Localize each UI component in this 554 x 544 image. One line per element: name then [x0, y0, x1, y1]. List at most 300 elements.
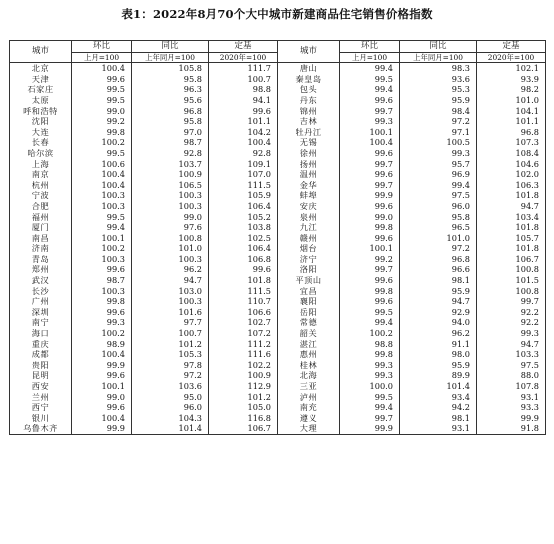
base-value: 101.2: [209, 391, 278, 402]
yoy-value: 95.8: [132, 116, 209, 127]
mom-value: 99.6: [340, 201, 400, 212]
yoy-value: 97.8: [132, 360, 209, 371]
mom-value: 99.5: [72, 95, 132, 106]
base-value: 98.2: [477, 84, 546, 95]
yoy-value: 104.3: [132, 413, 209, 424]
city-name: 哈尔滨: [10, 148, 72, 159]
base-value: 107.0: [209, 169, 278, 180]
mom-value: 100.3: [72, 201, 132, 212]
yoy-value: 100.9: [132, 169, 209, 180]
base-value: 91.8: [477, 423, 546, 434]
city-name: 扬州: [278, 158, 340, 169]
base-value: 97.5: [477, 360, 546, 371]
city-name: 深圳: [10, 307, 72, 318]
yoy-value: 98.1: [400, 275, 477, 286]
base-value: 102.0: [477, 169, 546, 180]
yoy-value: 96.5: [400, 222, 477, 233]
base-value: 102.5: [209, 233, 278, 244]
mom-value: 99.5: [340, 74, 400, 85]
yoy-value: 100.3: [132, 254, 209, 265]
city-name: 湛江: [278, 338, 340, 349]
header-mom: 环比: [340, 41, 400, 53]
yoy-value: 96.0: [400, 201, 477, 212]
base-value: 100.7: [209, 74, 278, 85]
yoy-value: 98.0: [400, 349, 477, 360]
base-value: 99.9: [477, 413, 546, 424]
yoy-value: 95.9: [400, 360, 477, 371]
base-value: 92.2: [477, 307, 546, 318]
table-row: [10, 74, 546, 85]
city-name: 福州: [10, 211, 72, 222]
table-body: [10, 63, 546, 435]
yoy-value: 95.6: [132, 95, 209, 106]
mom-value: 99.8: [340, 349, 400, 360]
base-value: 99.6: [209, 105, 278, 116]
table-row: [10, 254, 546, 265]
yoy-value: 94.7: [400, 296, 477, 307]
base-value: 93.3: [477, 402, 546, 413]
mom-value: 99.9: [340, 423, 400, 434]
base-value: 103.4: [477, 211, 546, 222]
mom-value: 100.4: [340, 137, 400, 148]
yoy-value: 101.6: [132, 307, 209, 318]
yoy-value: 105.3: [132, 349, 209, 360]
table-row: [10, 275, 546, 286]
mom-value: 100.2: [340, 328, 400, 339]
mom-value: 99.6: [340, 148, 400, 159]
base-value: 105.9: [209, 190, 278, 201]
table-row: [10, 381, 546, 392]
city-name: 兰州: [10, 391, 72, 402]
table-row: [10, 201, 546, 212]
base-value: 105.0: [209, 402, 278, 413]
yoy-value: 97.7: [132, 317, 209, 328]
table-row: [10, 243, 546, 254]
yoy-value: 100.7: [132, 328, 209, 339]
table-row: [10, 413, 546, 424]
base-value: 108.4: [477, 148, 546, 159]
table-row: [10, 116, 546, 127]
yoy-value: 96.0: [132, 402, 209, 413]
city-name: 太原: [10, 95, 72, 106]
base-value: 102.1: [477, 63, 546, 74]
price-index-table: [9, 40, 546, 435]
city-name: 济宁: [278, 254, 340, 265]
city-name: 泸州: [278, 391, 340, 402]
mom-value: 99.7: [340, 158, 400, 169]
mom-value: 99.5: [72, 148, 132, 159]
yoy-value: 100.3: [132, 201, 209, 212]
header-mom-sub: 上月=100: [340, 53, 400, 63]
yoy-value: 97.2: [132, 370, 209, 381]
yoy-value: 93.6: [400, 74, 477, 85]
header-yoy: 同比: [132, 41, 209, 53]
base-value: 106.3: [477, 180, 546, 191]
mom-value: 99.9: [340, 190, 400, 201]
yoy-value: 101.0: [132, 243, 209, 254]
mom-value: 99.4: [340, 84, 400, 95]
mom-value: 99.6: [340, 233, 400, 244]
yoy-value: 92.9: [400, 307, 477, 318]
table-row: [10, 328, 546, 339]
city-name: 九江: [278, 222, 340, 233]
city-name: 温州: [278, 169, 340, 180]
yoy-value: 96.3: [132, 84, 209, 95]
table-row: [10, 169, 546, 180]
mom-value: 98.8: [340, 338, 400, 349]
base-value: 100.4: [209, 137, 278, 148]
header-mom: 环比: [72, 41, 132, 53]
mom-value: 100.4: [72, 349, 132, 360]
base-value: 92.8: [209, 148, 278, 159]
base-value: 112.9: [209, 381, 278, 392]
base-value: 104.1: [477, 105, 546, 116]
yoy-value: 100.3: [132, 296, 209, 307]
yoy-value: 98.3: [400, 63, 477, 74]
table-row: [10, 307, 546, 318]
base-value: 88.0: [477, 370, 546, 381]
table-row: [10, 402, 546, 413]
mom-value: 100.4: [72, 169, 132, 180]
mom-value: 100.3: [72, 190, 132, 201]
base-value: 98.8: [209, 84, 278, 95]
mom-value: 98.9: [72, 338, 132, 349]
base-value: 104.6: [477, 158, 546, 169]
table-row: [10, 63, 546, 74]
city-name: 郑州: [10, 264, 72, 275]
city-name: 韶关: [278, 328, 340, 339]
base-value: 106.7: [477, 254, 546, 265]
yoy-value: 95.3: [400, 84, 477, 95]
base-value: 111.2: [209, 338, 278, 349]
mom-value: 99.8: [72, 127, 132, 138]
city-name: 海口: [10, 328, 72, 339]
base-value: 101.1: [209, 116, 278, 127]
yoy-value: 96.2: [400, 328, 477, 339]
city-name: 襄阳: [278, 296, 340, 307]
base-value: 101.8: [477, 243, 546, 254]
mom-value: 99.5: [340, 391, 400, 402]
yoy-value: 94.7: [132, 275, 209, 286]
header-city: 城市: [10, 41, 72, 63]
city-name: 长沙: [10, 285, 72, 296]
mom-value: 100.1: [72, 233, 132, 244]
base-value: 102.2: [209, 360, 278, 371]
mom-value: 99.0: [340, 211, 400, 222]
city-name: 宁波: [10, 190, 72, 201]
yoy-value: 105.8: [132, 63, 209, 74]
mom-value: 99.9: [72, 360, 132, 371]
base-value: 94.1: [209, 95, 278, 106]
mom-value: 99.4: [340, 63, 400, 74]
yoy-value: 101.2: [132, 338, 209, 349]
mom-value: 100.1: [340, 243, 400, 254]
yoy-value: 93.4: [400, 391, 477, 402]
city-name: 大理: [278, 423, 340, 434]
mom-value: 99.5: [72, 211, 132, 222]
yoy-value: 95.9: [400, 285, 477, 296]
base-value: 99.3: [477, 328, 546, 339]
city-name: 南充: [278, 402, 340, 413]
base-value: 107.2: [209, 328, 278, 339]
mom-value: 100.4: [72, 180, 132, 191]
city-name: 吉林: [278, 116, 340, 127]
mom-value: 99.9: [72, 423, 132, 434]
base-value: 92.2: [477, 317, 546, 328]
mom-value: 100.1: [340, 127, 400, 138]
base-value: 106.7: [209, 423, 278, 434]
base-value: 101.5: [477, 275, 546, 286]
city-name: 岳阳: [278, 307, 340, 318]
base-value: 101.8: [477, 222, 546, 233]
yoy-value: 98.4: [400, 105, 477, 116]
yoy-value: 95.8: [400, 211, 477, 222]
city-name: 无锡: [278, 137, 340, 148]
header-mom-sub: 上月=100: [72, 53, 132, 63]
city-name: 成都: [10, 349, 72, 360]
base-value: 93.1: [477, 391, 546, 402]
yoy-value: 89.9: [400, 370, 477, 381]
yoy-value: 99.3: [400, 148, 477, 159]
mom-value: 99.8: [72, 296, 132, 307]
mom-value: 99.0: [72, 105, 132, 116]
base-value: 93.9: [477, 74, 546, 85]
base-value: 110.7: [209, 296, 278, 307]
mom-value: 99.2: [340, 254, 400, 265]
yoy-value: 101.4: [400, 381, 477, 392]
base-value: 100.8: [477, 264, 546, 275]
city-name: 蚌埠: [278, 190, 340, 201]
mom-value: 100.2: [72, 137, 132, 148]
table-row: [10, 105, 546, 116]
city-name: 长春: [10, 137, 72, 148]
mom-value: 100.4: [72, 413, 132, 424]
yoy-value: 97.6: [132, 222, 209, 233]
header-base-sub: 2020年=100: [477, 53, 546, 63]
yoy-value: 95.0: [132, 391, 209, 402]
mom-value: 99.7: [340, 105, 400, 116]
city-name: 乌鲁木齐: [10, 423, 72, 434]
table-row: [10, 190, 546, 201]
base-value: 106.4: [209, 201, 278, 212]
yoy-value: 92.8: [132, 148, 209, 159]
header-base: 定基: [209, 41, 278, 53]
table-row: [10, 391, 546, 402]
table-row: [10, 180, 546, 191]
base-value: 107.3: [477, 137, 546, 148]
city-name: 上海: [10, 158, 72, 169]
table-row: [10, 148, 546, 159]
mom-value: 99.3: [340, 370, 400, 381]
city-name: 南昌: [10, 233, 72, 244]
mom-value: 99.6: [340, 169, 400, 180]
city-name: 大连: [10, 127, 72, 138]
yoy-value: 98.7: [132, 137, 209, 148]
city-name: 西宁: [10, 402, 72, 413]
yoy-value: 99.0: [132, 211, 209, 222]
header-base: 定基: [477, 41, 546, 53]
yoy-value: 96.2: [132, 264, 209, 275]
city-name: 杭州: [10, 180, 72, 191]
base-value: 100.9: [209, 370, 278, 381]
table-row: [10, 317, 546, 328]
mom-value: 99.6: [340, 275, 400, 286]
yoy-value: 97.5: [400, 190, 477, 201]
base-value: 100.8: [477, 285, 546, 296]
base-value: 101.8: [477, 190, 546, 201]
base-value: 101.8: [209, 275, 278, 286]
base-value: 116.8: [209, 413, 278, 424]
city-name: 泉州: [278, 211, 340, 222]
city-name: 呼和浩特: [10, 105, 72, 116]
base-value: 96.8: [477, 127, 546, 138]
city-name: 重庆: [10, 338, 72, 349]
base-value: 107.8: [477, 381, 546, 392]
yoy-value: 99.4: [400, 180, 477, 191]
base-value: 109.1: [209, 158, 278, 169]
header-yoy-sub: 上年同月=100: [132, 53, 209, 63]
base-value: 111.7: [209, 63, 278, 74]
base-value: 103.8: [209, 222, 278, 233]
mom-value: 99.2: [72, 116, 132, 127]
base-value: 111.6: [209, 349, 278, 360]
yoy-value: 96.8: [132, 105, 209, 116]
base-value: 104.2: [209, 127, 278, 138]
city-name: 三亚: [278, 381, 340, 392]
city-name: 天津: [10, 74, 72, 85]
yoy-value: 94.2: [400, 402, 477, 413]
base-value: 105.2: [209, 211, 278, 222]
city-name: 石家庄: [10, 84, 72, 95]
base-value: 105.7: [477, 233, 546, 244]
base-value: 106.4: [209, 243, 278, 254]
city-name: 宜昌: [278, 285, 340, 296]
city-name: 丹东: [278, 95, 340, 106]
mom-value: 99.3: [72, 317, 132, 328]
city-name: 北海: [278, 370, 340, 381]
mom-value: 100.0: [340, 381, 400, 392]
city-name: 银川: [10, 413, 72, 424]
table-row: [10, 127, 546, 138]
table-row: [10, 360, 546, 371]
table-title: 表1：2022年8月70个大中城市新建商品住宅销售价格指数: [121, 7, 433, 21]
city-name: 惠州: [278, 349, 340, 360]
yoy-value: 95.8: [132, 74, 209, 85]
city-name: 包头: [278, 84, 340, 95]
mom-value: 100.4: [72, 63, 132, 74]
city-name: 桂林: [278, 360, 340, 371]
city-name: 西安: [10, 381, 72, 392]
yoy-value: 103.6: [132, 381, 209, 392]
table-row: [10, 137, 546, 148]
yoy-value: 100.5: [400, 137, 477, 148]
mom-value: 99.6: [340, 296, 400, 307]
table-row: [10, 222, 546, 233]
yoy-value: 95.7: [400, 158, 477, 169]
table-row: [10, 95, 546, 106]
city-name: 沈阳: [10, 116, 72, 127]
city-name: 武汉: [10, 275, 72, 286]
table-row: [10, 338, 546, 349]
mom-value: 99.6: [340, 95, 400, 106]
mom-value: 99.0: [72, 391, 132, 402]
mom-value: 99.4: [340, 402, 400, 413]
city-name: 洛阳: [278, 264, 340, 275]
city-name: 北京: [10, 63, 72, 74]
city-name: 常德: [278, 317, 340, 328]
mom-value: 99.4: [340, 317, 400, 328]
header-base-sub: 2020年=100: [209, 53, 278, 63]
mom-value: 99.6: [72, 402, 132, 413]
table-row: [10, 370, 546, 381]
city-name: 金华: [278, 180, 340, 191]
mom-value: 99.3: [340, 116, 400, 127]
city-name: 平顶山: [278, 275, 340, 286]
city-name: 赣州: [278, 233, 340, 244]
city-name: 南京: [10, 169, 72, 180]
base-value: 101.0: [477, 95, 546, 106]
yoy-value: 93.1: [400, 423, 477, 434]
city-name: 唐山: [278, 63, 340, 74]
yoy-value: 97.0: [132, 127, 209, 138]
mom-value: 99.8: [340, 285, 400, 296]
yoy-value: 103.0: [132, 285, 209, 296]
mom-value: 99.7: [340, 413, 400, 424]
mom-value: 99.5: [72, 84, 132, 95]
mom-value: 100.6: [72, 158, 132, 169]
table-row: [10, 211, 546, 222]
city-name: 遵义: [278, 413, 340, 424]
mom-value: 99.3: [340, 360, 400, 371]
base-value: 99.7: [477, 296, 546, 307]
yoy-value: 97.2: [400, 243, 477, 254]
table-row: [10, 158, 546, 169]
base-value: 102.7: [209, 317, 278, 328]
base-value: 99.6: [209, 264, 278, 275]
mom-value: 99.7: [340, 264, 400, 275]
mom-value: 100.2: [72, 328, 132, 339]
mom-value: 99.6: [72, 74, 132, 85]
yoy-value: 100.8: [132, 233, 209, 244]
mom-value: 99.6: [72, 264, 132, 275]
table-row: [10, 423, 546, 434]
mom-value: 100.2: [72, 243, 132, 254]
city-name: 徐州: [278, 148, 340, 159]
city-name: 广州: [10, 296, 72, 307]
city-name: 锦州: [278, 105, 340, 116]
base-value: 103.3: [477, 349, 546, 360]
yoy-value: 94.0: [400, 317, 477, 328]
mom-value: 100.3: [72, 254, 132, 265]
base-value: 101.1: [477, 116, 546, 127]
yoy-value: 97.2: [400, 116, 477, 127]
city-name: 济南: [10, 243, 72, 254]
table-row: [10, 264, 546, 275]
header-yoy-sub: 上年同月=100: [400, 53, 477, 63]
table-row: [10, 349, 546, 360]
yoy-value: 96.8: [400, 254, 477, 265]
yoy-value: 103.7: [132, 158, 209, 169]
yoy-value: 96.6: [400, 264, 477, 275]
city-name: 昆明: [10, 370, 72, 381]
yoy-value: 98.1: [400, 413, 477, 424]
city-name: 牡丹江: [278, 127, 340, 138]
base-value: 94.7: [477, 201, 546, 212]
yoy-value: 97.1: [400, 127, 477, 138]
base-value: 106.6: [209, 307, 278, 318]
header-yoy: 同比: [400, 41, 477, 53]
city-name: 厦门: [10, 222, 72, 233]
